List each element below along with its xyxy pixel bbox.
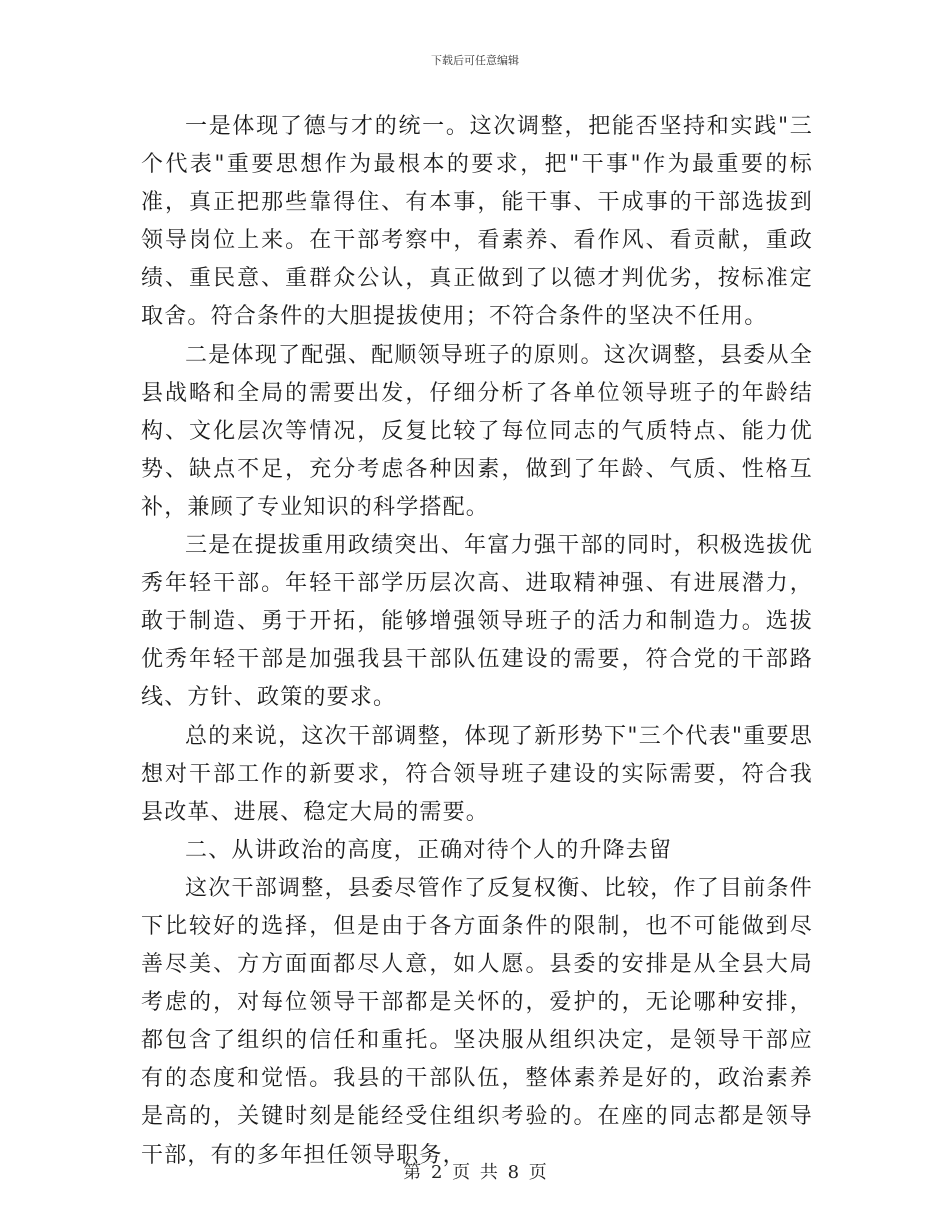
page-header: 下载后可任意编辑 (431, 54, 519, 67)
paragraph-young-cadres: 三是在提拔重用政绩突出、年富力强干部的同时，积极选拔优秀年轻干部。年轻干部学历层次高、进取精神强、有进展潜力，敢于制造、勇于开拓，能够增强领导班子的活力和制造力。选拔优秀年轻干部是加强我县干部队伍建设的需要，符合党的干部路线、方针、政策的要求。 (141, 533, 813, 711)
paragraph-virtue-talent: 一是体现了德与才的统一。这次调整，把能否坚持和实践"三个代表"重要思想作为最根本的要求，把"干事"作为最重要的标准，真正把那些靠得住、有本事，能干事、干成事的干部选拔到领导岗位上来。在干部考察中，看素养、看作风、看贡献，重政绩、重民意、重群众公认，真正做到了以德才判优劣，按标准定取舍。符合条件的大胆提拔使用；不符合条件的坚决不任用。 (141, 114, 813, 330)
paragraph-summary: 总的来说，这次干部调整，体现了新形势下"三个代表"重要思想对干部工作的新要求，符合领导班子建设的实际需要，符合我县改革、进展、稳定大局的需要。 (141, 723, 813, 825)
paragraph-adjustment: 这次干部调整，县委尽管作了反复权衡、比较，作了目前条件下比较好的选择，但是由于各方面条件的限制，也不可能做到尽善尽美、方方面面都尽人意，如人愿。县委的安排是从全县大局考虑的，对每位领导干部都是关怀的，爱护的，无论哪种安排，都包含了组织的信任和重托。坚决服从组织决定，是领导干部应有的态度和觉悟。我县的干部队伍，整体素养是好的，政治素养是高的，关键时刻是能经受住组织考验的。在座的同志都是领导干部，有的多年担任领导职务， (141, 875, 813, 1168)
page-number: 第 2 页 共 8 页 (403, 1162, 547, 1183)
section-heading: 二、从讲政治的高度，正确对待个人的升降去留 (185, 837, 673, 863)
paragraph-team-allocation: 二是体现了配强、配顺领导班子的原则。这次调整，县委从全县战略和全局的需要出发，仔细分析了各单位领导班子的年龄结构、文化层次等情况，反复比较了每位同志的气质特点、能力优势、缺点不足，充分考虑各种因素，做到了年龄、气质、性格互补，兼顾了专业知识的科学搭配。 (141, 342, 813, 520)
document-body (141, 108, 813, 1175)
